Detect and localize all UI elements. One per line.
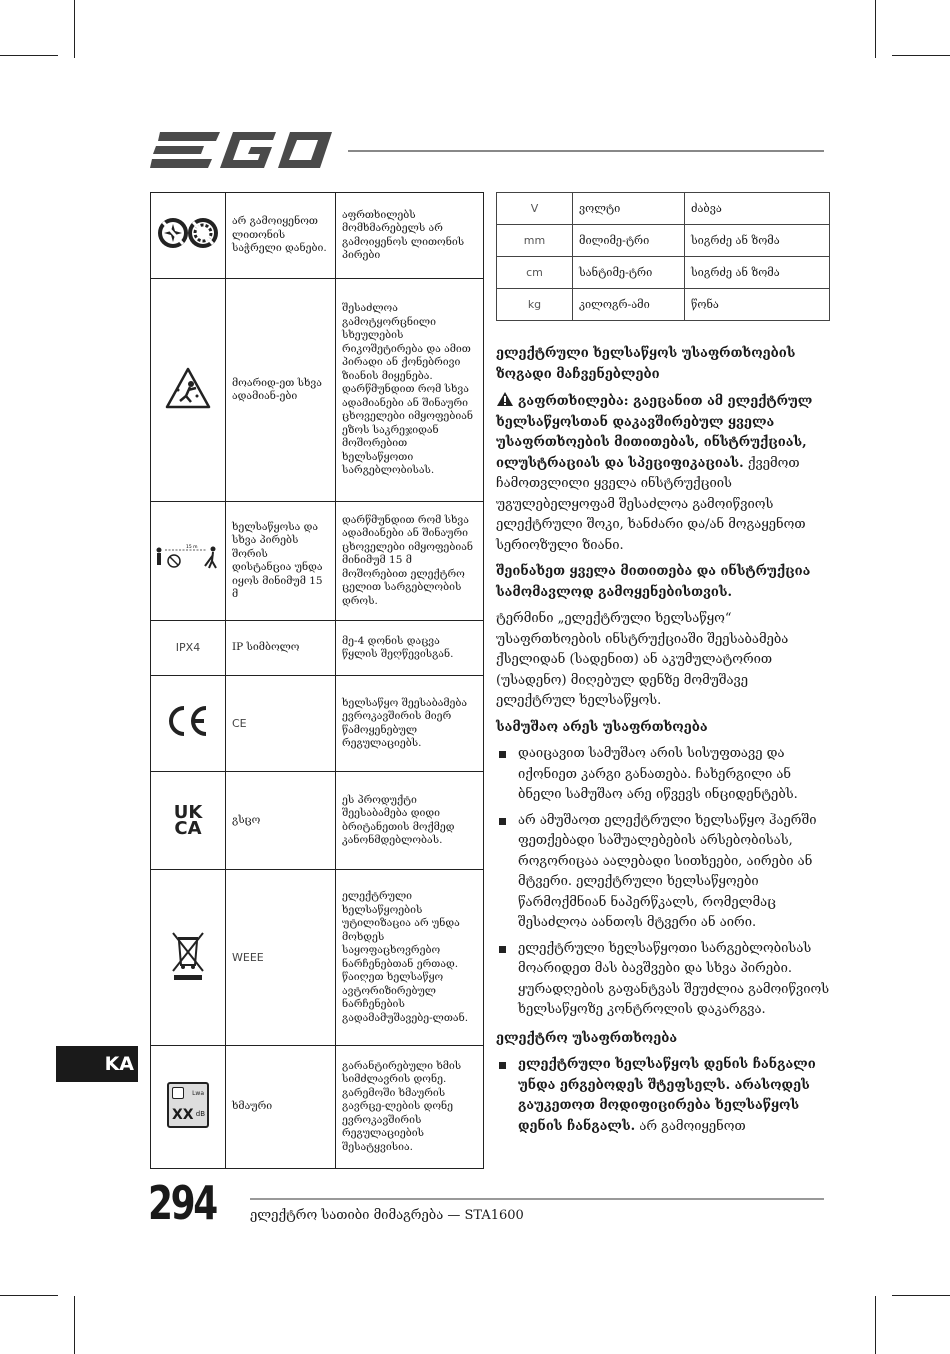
list-item — [496, 744, 830, 806]
bullet-square-icon — [499, 751, 506, 758]
table-row — [497, 225, 830, 257]
crop-mark — [0, 55, 58, 56]
language-tab: KA — [56, 1046, 138, 1082]
list-item — [496, 811, 830, 934]
symbol-description: აფრთხილებს მომხმარებელს არ გამოიყენოს ლითონის პირები — [336, 193, 484, 279]
section-heading-electrical: ელექტრო უსაფრთხოება — [496, 1030, 678, 1046]
noise-lwa-text: Lwa — [192, 1089, 204, 1097]
bullet-square-icon — [499, 1062, 506, 1069]
safety-text-column — [496, 344, 830, 1145]
footer-rule — [250, 1198, 824, 1200]
warning-paragraph — [496, 391, 830, 556]
list-item-text: არ ამუშაოთ ელექტრული ხელსაწყო ჰაერში ფეთქებადი საშუალებების არსებობისას, როგორიცაა აალებადი სითხეები, აირები ან მტვერი. ელექტრული ხელსაწყოები წარმოქმნიან ნაპერწკალს, რომელმაც შესაძლოა აანთოს მტვერი ან აირი. — [518, 812, 817, 930]
keep-instructions-heading: შეინახეთ ყველა მითითება და ინსტრუქცია სამომავლოდ გამოყენებისთვის. — [496, 564, 811, 600]
crop-mark — [892, 55, 950, 56]
table-row — [151, 772, 484, 870]
table-row — [151, 193, 484, 279]
ce-code: CE — [226, 676, 336, 772]
symbol-description: ელექტრული ხელსაწყოების უტილიზაცია არ უნდა მოხდეს საყოფაცხოვრებო ნარჩენებთან ერთად. წაიღეთ ხელსაწყო ავტორიზირებულ ნარჩენების გადამამუშავებე-ლთან. — [336, 870, 484, 1046]
unit-name: კილოგრ-ამი — [573, 289, 685, 321]
table-row — [497, 257, 830, 289]
symbol-description: ეს პროდუქტი შეესაბამება დიდი ბრიტანეთის მოქმედ კანონმდებლობას. — [336, 772, 484, 870]
symbols-table — [150, 192, 484, 1169]
list-item — [496, 939, 830, 1021]
ukca-text-bottom: CA — [174, 817, 202, 839]
crop-mark — [74, 1296, 75, 1354]
section-heading-work-area: სამუშაო არეს უსაფრთხოება — [496, 719, 708, 735]
crop-mark — [875, 1296, 876, 1354]
unit-symbol: mm — [497, 225, 573, 257]
unit-symbol: cm — [497, 257, 573, 289]
unit-symbol: V — [497, 193, 573, 225]
bullet-square-icon — [499, 946, 506, 953]
thrown-objects-warning-icon — [151, 279, 226, 502]
warning-text: ქვემოთ ჩამოთვლილი ყველა ინსტრუქციის უგულებელყოფამ შესაძლოა გამოიწვიოს ელექტრული შოკი, ხანძარი და/ან მოგაყენოთ სერიოზული ზიანი. — [496, 455, 806, 553]
unit-name: მილიმე-ტრი — [573, 225, 685, 257]
unit-name: სანტიმე-ტრი — [573, 257, 685, 289]
noise-unit-text: dB — [195, 1110, 205, 1119]
ce-mark-icon — [151, 676, 226, 772]
symbol-label: IP სიმბოლო — [226, 621, 336, 676]
work-area-list — [496, 744, 830, 1021]
bullet-square-icon — [499, 818, 506, 825]
symbol-description: შესაძლოა გამოტყორცნილი სხეულების რიკოშეტირება და ამით პირადი ან ქონებრივი ზიანის მიყენება. დარწმუნდით რომ სხვა ადამიანები ან შინაური ცხოველები იმყოფებიან ეზოს საკრეჯიდან მოშორებით ხელსაწყოთი სარგებლობისას. — [336, 279, 484, 502]
table-row — [151, 621, 484, 676]
term-paragraph: ტერმინი „ელექტრული ხელსაწყო“ უსაფრთხოების ინსტრუქციაში შეესაბამება ქსელიდან (სადენით) ან აკუმულატორით (უსადენო) მიღებულ დენზე მომუშავე ელექტრულ ხელსაწყოს. — [496, 611, 789, 708]
section-heading-general: ელექტრული ხელსაწყოს უსაფრთხოების ზოგადი მაჩვენებლები — [496, 346, 796, 382]
warning-triangle-icon — [496, 391, 514, 407]
electrical-list — [496, 1055, 830, 1137]
weee-bin-icon — [151, 870, 226, 1046]
no-metal-blades-icon — [151, 193, 226, 279]
ukca-text-top: UK — [173, 801, 203, 823]
symbol-description: ხელსაწყო შეესაბამება ევროკავშირის მიერ წამოყენებულ რეგულაციებს. — [336, 676, 484, 772]
ukca-mark-icon — [151, 772, 226, 870]
symbol-label: გსცო — [226, 772, 336, 870]
list-item-bold-text: ელექტრული ხელსაწყოს დენის ჩანგალი უნდა ერგებოდეს შტეფსელს. არასოდეს გაუკეთოთ მოდიფიცირება ხელსაწყოს დენის ჩანგალს. — [518, 1057, 816, 1134]
symbol-description: დარწმუნდით რომ სხვა ადამიანები ან შინაური ცხოველები იმყოფებიან მინიმუმ 15 მ მოშორებით ელექტრო ცელით სარგებლობის დროს. — [336, 502, 484, 621]
ego-logo — [150, 128, 332, 172]
symbol-label: ხმაური — [226, 1046, 336, 1169]
symbol-label: მოარიდ-ეთ სხვა ადამიან-ები — [226, 279, 336, 502]
unit-meaning: სიგრძე ან ზომა — [685, 257, 830, 289]
table-row — [151, 870, 484, 1046]
unit-meaning: ძაბვა — [685, 193, 830, 225]
crop-mark — [892, 1295, 950, 1296]
symbol-description: მე-4 დონის დაცვა წყლის შეღწევისგან. — [336, 621, 484, 676]
crop-mark — [0, 1295, 58, 1296]
noise-level-icon — [151, 1046, 226, 1169]
table-row — [151, 279, 484, 502]
symbol-label: არ გამოიყენოთ ლითონის საჭრელი დანები. — [226, 193, 336, 279]
table-row — [151, 1046, 484, 1169]
unit-meaning: წონა — [685, 289, 830, 321]
table-row — [497, 193, 830, 225]
list-item-text: ელექტრული ხელსაწყოთი სარგებლობისას მოარიდეთ მას ბავშვები და სხვა პირები. ყურადღების გაფანტვას შეუძლია გამოიწვიოს ხელსაწყოზე კონტროლის დაკარგვა. — [518, 940, 830, 1017]
footer-title: ელექტრო სათიბი მიმაგრება — STA1600 — [250, 1208, 524, 1223]
warning-bold-text: გაფრთხილება: გაეცანით ამ ელექტრულ ხელსაწყოსთან დაკავშირებულ ყველა უსაფრთხოების მითითებას, ინსტრუქციას, ილუსტრაციას და სპეციფიკაციას. — [496, 394, 813, 471]
crop-mark — [875, 0, 876, 58]
unit-name: ვოლტი — [573, 193, 685, 225]
keep-distance-icon — [151, 502, 226, 621]
noise-value-text: XX — [172, 1107, 194, 1124]
crop-mark — [74, 0, 75, 58]
table-row — [151, 502, 484, 621]
distance-mark: 15 m — [186, 544, 198, 550]
list-item — [496, 1055, 830, 1137]
list-item-text: არ გამოიყენოთ — [639, 1118, 746, 1134]
symbol-label: ხელსაწყოსა და სხვა პირებს შორის დისტანცია უნდა იყოს მინიმუმ 15 მ — [226, 502, 336, 621]
unit-symbol: kg — [497, 289, 573, 321]
weee-code: WEEE — [226, 870, 336, 1046]
ipx4-code: IPX4 — [151, 621, 226, 676]
table-row — [151, 676, 484, 772]
symbol-description: გარანტირებული ხმის სიმძლავრის დონე. გარემოში ხმაურის გავრცე-ლების დონე ევროკავშირის რეგულაციების შესატყვისია. — [336, 1046, 484, 1169]
page-number: 294 — [148, 1176, 216, 1230]
list-item-text: დაიცავით სამუშაო არის სისუფთავე და იქონიეთ კარგი განათება. ჩახერგილი ან ბნელი სამუშაო არე იწვევს ინციდენტებს. — [518, 746, 798, 802]
header-rule — [348, 150, 824, 152]
units-table — [496, 192, 830, 321]
table-row — [497, 289, 830, 321]
unit-meaning: სიგრძე ან ზომა — [685, 225, 830, 257]
